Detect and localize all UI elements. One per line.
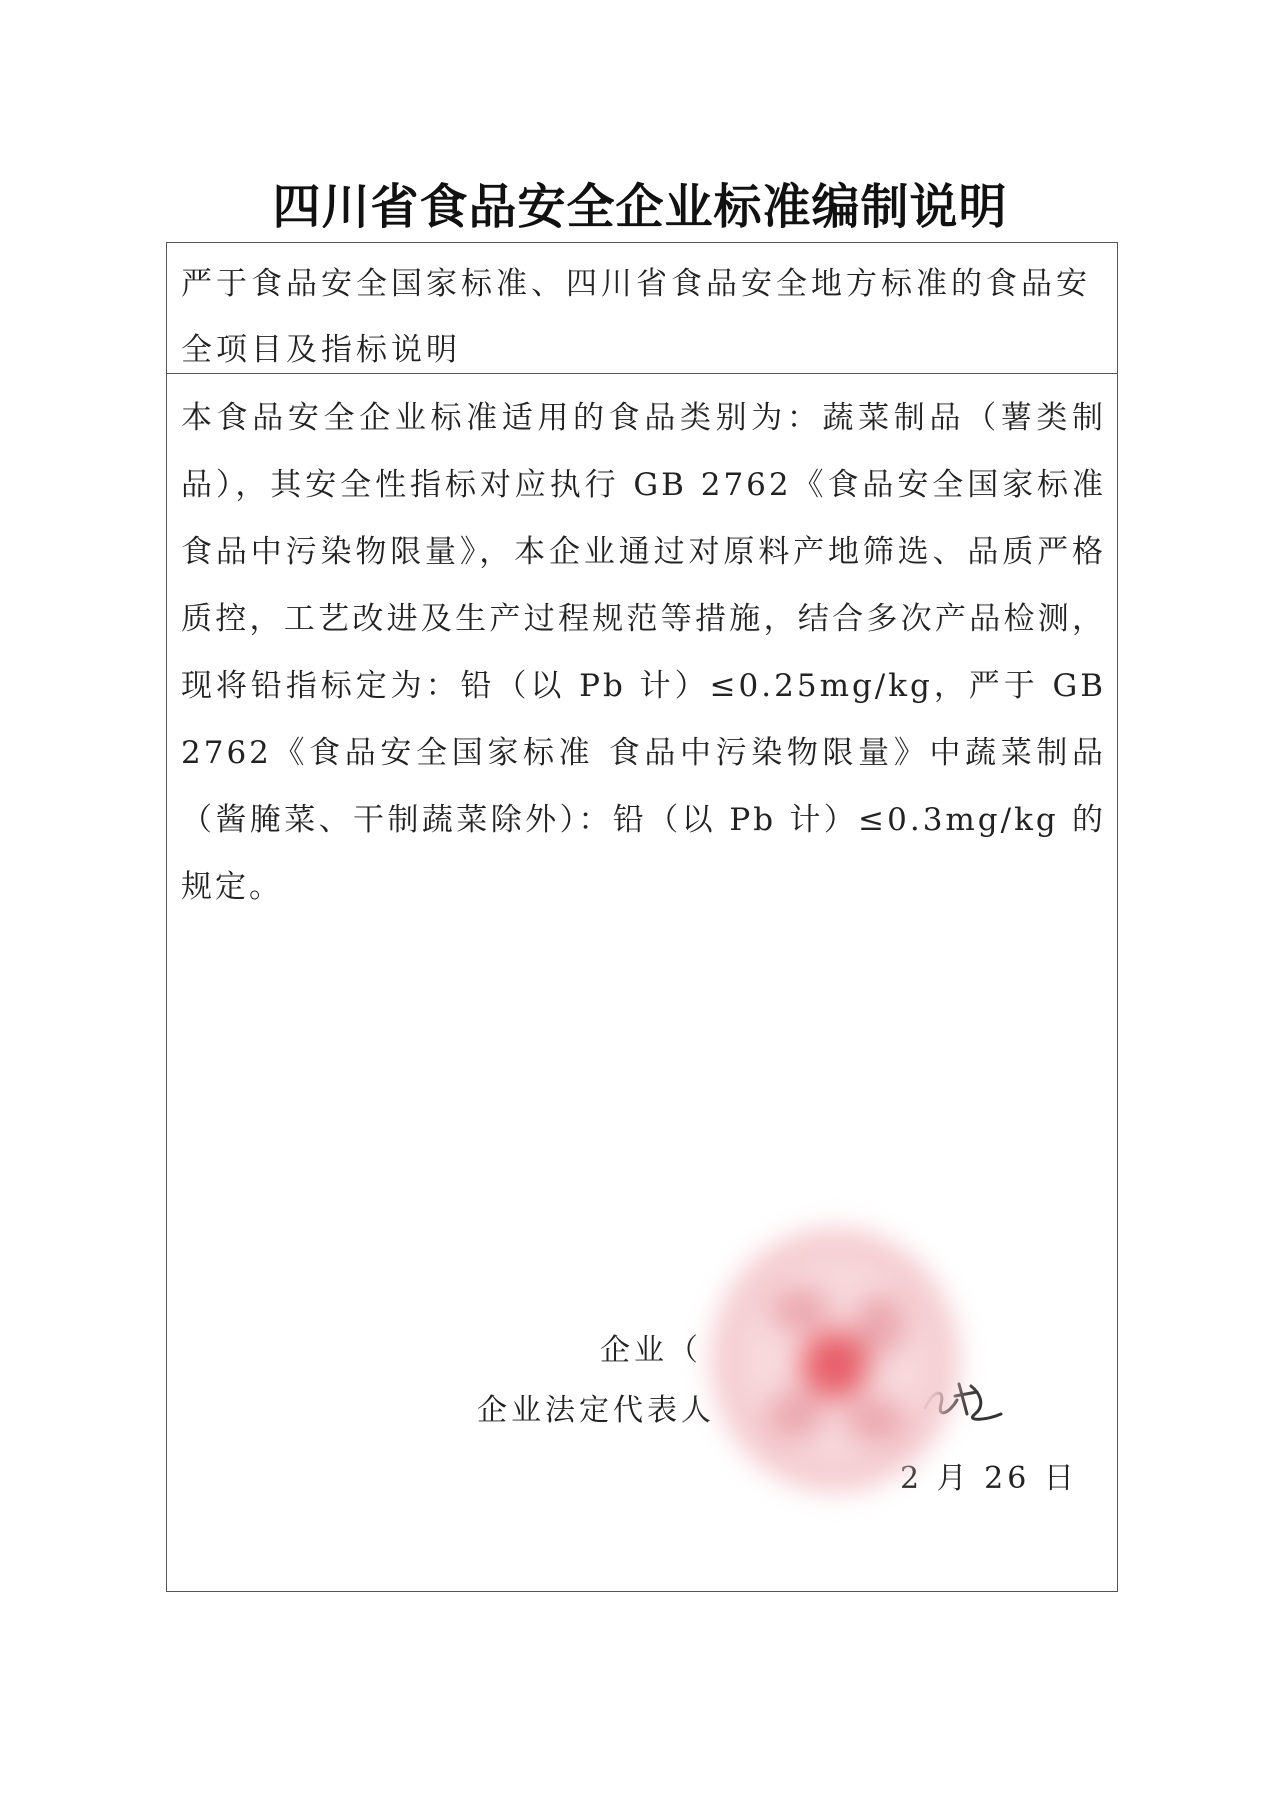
enterprise-label: 企业（	[600, 1333, 702, 1368]
body-cell: 本食品安全企业标准适用的食品类别为：蔬菜制品（薯类制品），其安全性指标对应执行 GB 2762《食品安全国家标准 食品中污染物限量》，本企业通过对原料产地筛选、品质严格质控，工艺改进及生产过程规范等措施，结合多次产品检测，现将铅指标定为：铅（以 Pb 计）≤0.25mg/kg，严于 GB 2762《食品安全国家标准 食品中污染物限量》中蔬菜制品（酱腌菜、干制蔬菜除外）：铅（以 Pb 计）≤0.3mg/kg 的规定。	[181, 400, 1106, 905]
heading-cell: 严于食品安全国家标准、四川省食品安全地方标准的食品安全项目及指标说明	[181, 266, 1091, 368]
date-text: 2 月 26 日	[900, 1461, 1078, 1496]
company-seal-stamp	[700, 1215, 970, 1505]
legal-rep-label: 企业法定代表人	[477, 1393, 715, 1428]
table-divider	[167, 373, 1117, 374]
document-title: 四川省食品安全企业标准编制说明	[272, 179, 1008, 235]
